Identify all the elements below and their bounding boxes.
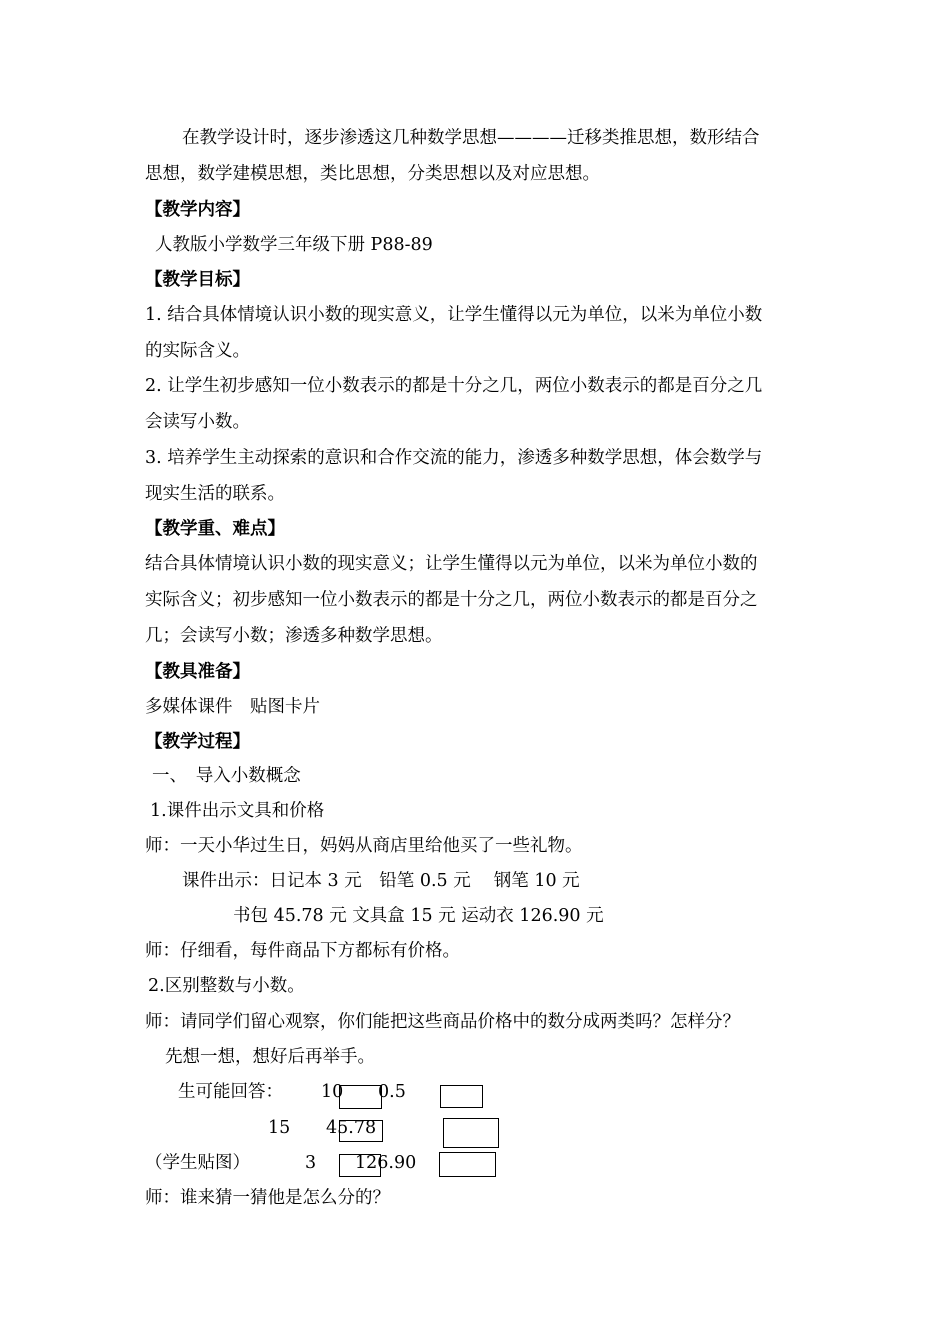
answer-decimal-3: 126.90 — [355, 1153, 417, 1173]
card-box-left-2 — [339, 1120, 383, 1142]
materials-text: 多媒体课件 贴图卡片 — [145, 697, 320, 717]
content-heading: 【教学内容】 — [145, 200, 250, 220]
key-points-line-2: 实际含义；初步感知一位小数表示的都是十分之几，两位小数表示的都是百分之 — [145, 590, 758, 610]
teacher-line-1: 师：一天小华过生日，妈妈从商店里给他买了一些礼物。 — [145, 836, 583, 856]
key-points-line-3: 几；会读写小数；渗透多种数学思想。 — [145, 626, 443, 646]
student-stick-label: （学生贴图） — [145, 1153, 250, 1173]
teacher-line-4: 师：谁来猜一猜他是怎么分的？ — [145, 1188, 390, 1208]
card-box-right-1 — [440, 1085, 483, 1108]
card-box-left-1 — [339, 1085, 382, 1109]
answer-decimal-2: 45.78 — [326, 1118, 377, 1138]
teacher-line-3: 师：请同学们留心观察，你们能把这些商品价格中的数分成两类吗？怎样分？ — [145, 1012, 740, 1032]
process-step-2: 2.区别整数与小数。 — [148, 976, 305, 996]
process-heading: 【教学过程】 — [145, 732, 250, 752]
courseware-line-1: 课件出示：日记本 3 元 铅笔 0.5 元 钢笔 10 元 — [182, 871, 580, 891]
process-step-1: 1.课件出示文具和价格 — [150, 801, 325, 821]
goal-1-line-2: 的实际含义。 — [145, 341, 250, 361]
materials-heading: 【教具准备】 — [145, 662, 250, 682]
goals-heading: 【教学目标】 — [145, 270, 250, 290]
card-box-right-3 — [439, 1152, 496, 1177]
card-box-left-3 — [339, 1154, 381, 1177]
content-text: 人教版小学数学三年级下册 P88-89 — [155, 235, 433, 255]
answer-label: 生可能回答： — [178, 1082, 283, 1102]
answer-integer-2: 15 — [268, 1118, 291, 1138]
process-section-1: 一、 导入小数概念 — [152, 766, 301, 786]
teacher-line-2: 师：仔细看，每件商品下方都标有价格。 — [145, 941, 460, 961]
answer-decimal-1: 0.5 — [378, 1082, 406, 1102]
intro-line-2: 思想，数学建模思想，类比思想，分类思想以及对应思想。 — [145, 164, 600, 184]
goal-2-line-1: 2. 让学生初步感知一位小数表示的都是十分之几，两位小数表示的都是百分之几 — [145, 376, 763, 396]
key-points-line-1: 结合具体情境认识小数的现实意义；让学生懂得以元为单位，以米为单位小数的 — [145, 554, 758, 574]
intro-line-1: 在教学设计时，逐步渗透这几种数学思想————迁移类推思想，数形结合 — [182, 128, 760, 148]
answer-integer-3: 3 — [305, 1153, 317, 1173]
teacher-line-3b: 先想一想，想好后再举手。 — [165, 1047, 375, 1067]
key-points-heading: 【教学重、难点】 — [145, 519, 285, 539]
answer-integer-1: 10 — [321, 1082, 344, 1102]
goal-2-line-2: 会读写小数。 — [145, 412, 250, 432]
courseware-line-2: 书包 45.78 元 文具盒 15 元 运动衣 126.90 元 — [233, 906, 604, 926]
card-box-right-2 — [443, 1118, 499, 1148]
goal-1-line-1: 1. 结合具体情境认识小数的现实意义，让学生懂得以元为单位，以米为单位小数 — [145, 305, 763, 325]
goal-3-line-2: 现实生活的联系。 — [145, 484, 285, 504]
goal-3-line-1: 3. 培养学生主动探索的意识和合作交流的能力，渗透多种数学思想，体会数学与 — [145, 448, 763, 468]
